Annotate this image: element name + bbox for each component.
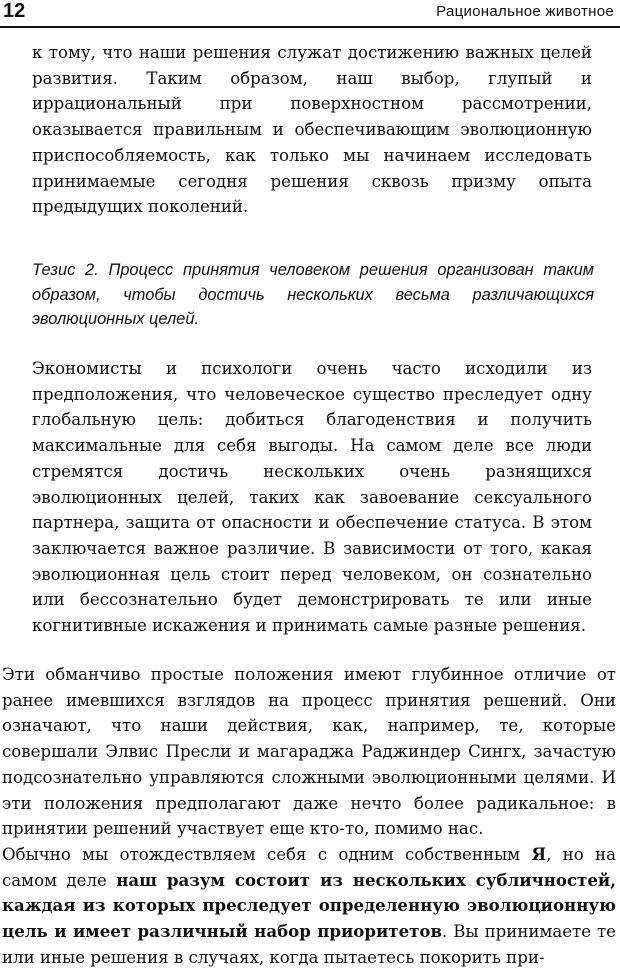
body-paragraph-2-ending: . Вы принимаете те или иные решения в случаях, когда пытаетесь покорить при- (2, 922, 617, 967)
indented-paragraph-1: к тому, что наши решения служат достижению важных целей развития. Таким образом, наш выбор, глупый и иррациональный при поверхностном рассмотрении, оказывается правильным и обеспечивающим эволюционную приспособляемость, как только мы начинаем исследовать принимаемые сегодня решения сквозь призму опыта предыдущих поколений. (32, 43, 592, 217)
header-rule (0, 26, 620, 28)
body-paragraph-2 (2, 842, 616, 971)
running-head: Рациональное животное (436, 3, 614, 20)
page-number: 12 (3, 0, 26, 22)
bold-ya: Я (531, 844, 547, 864)
body-paragraph-1: Эти обманчиво простые положения имеют глубинное отличие от ранее имевшихся взглядов на процесс принятия решений. Они означают, что наши действия, как, например, те, которые совершали Элвис Пресли и магараджа Раджиндер Сингх, зачастую подсознательно управляются сложными эволюционными целями. И эти положения предполагают даже нечто более радикальное: в принятии решений участвует еще кто-то, помимо нас. (2, 665, 616, 839)
page-header (0, 0, 620, 30)
bold-claim: наш разум состоит из нескольких субличностей, каждая из которых преследует определенную эволюционную цель и имеет различный набор приоритетов (2, 869, 616, 942)
body-paragraph-2-intro: Обычно мы отождествляем себя с одним собственным (2, 845, 532, 864)
indented-paragraph-2: Экономисты и психологи очень часто исходили из предположения, что человеческое существо преследует одну глобальную цель: добиться благоденствия и получить максимальные для себя выгоды. На самом деле все люди стремятся достичь нескольких очень разнящихся эволюционных целей, таких как завоевание сексуального партнера, защита от опасности и обеспечение статуса. В этом заключается важное различие. В зависимости от того, какая эволюционная цель стоит перед человеком, он сознательно или бессознательно будет демонстрировать те или иные когнитивные искажения и принимать самые разные решения. (32, 359, 592, 636)
body-paragraph-2-middle: , но на самом деле (2, 845, 616, 890)
thesis-statement: Тезис 2. Процесс принятия человеком решения организован таким образом, чтобы достичь нескольких весьма различающихся эволюционных целей. (32, 261, 594, 328)
